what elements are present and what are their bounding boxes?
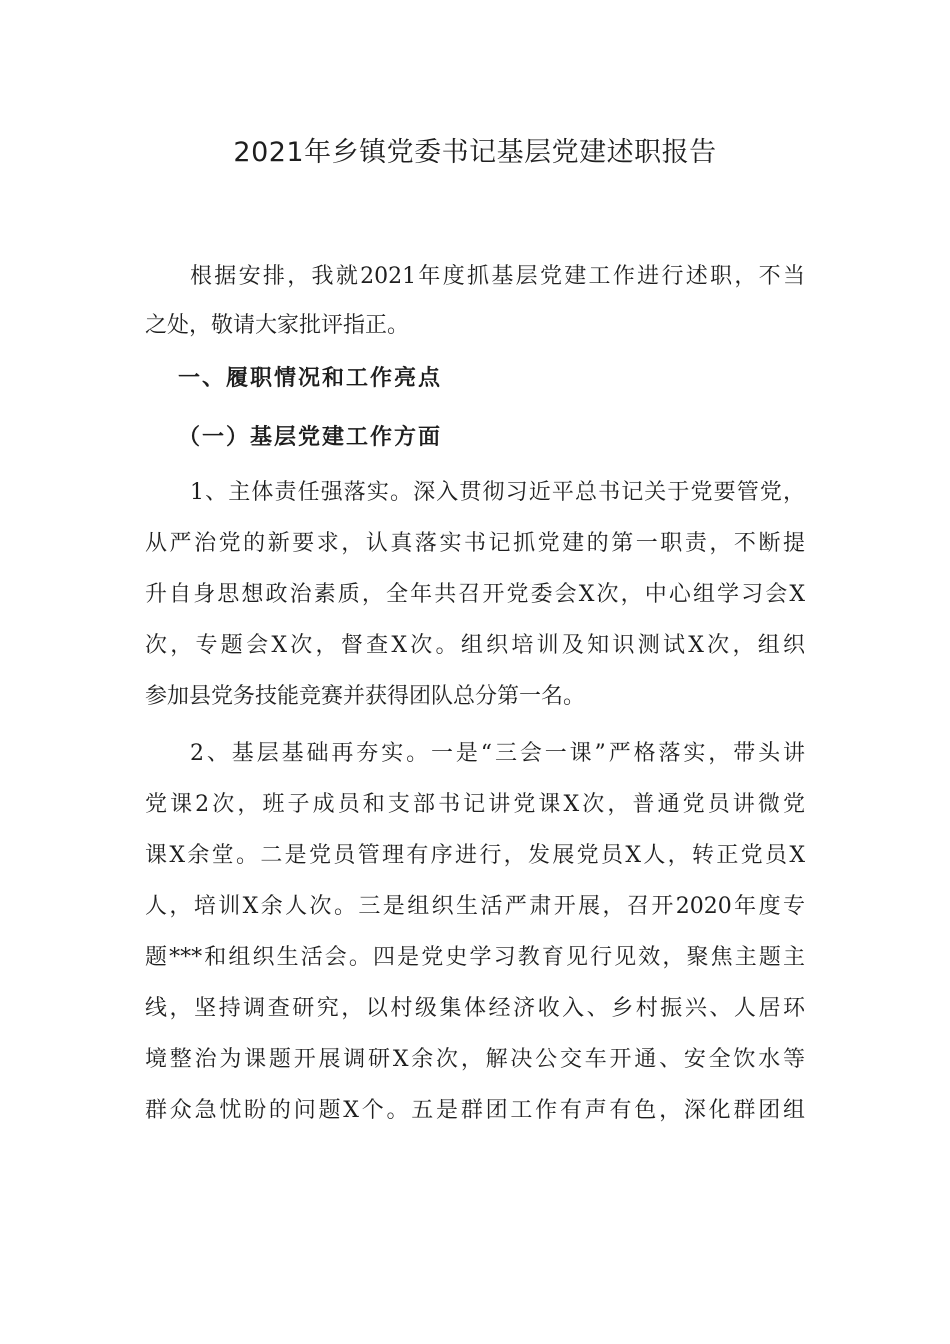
paragraph-line: 2、基层基础再夯实。一是“三会一课”严格落实，带头讲	[190, 741, 805, 766]
section-heading: 一、履职情况和工作亮点	[178, 366, 443, 391]
subsection-heading: （一）基层党建工作方面	[178, 425, 443, 450]
paragraph-line: 题***和组织生活会。四是党史学习教育见行见效，聚焦主题主	[145, 945, 805, 970]
paragraph-line: 境整治为课题开展调研X余次，解决公交车开通、安全饮水等	[145, 1047, 805, 1072]
paragraph-line: 从严治党的新要求，认真落实书记抓党建的第一职责，不断提	[145, 531, 805, 556]
paragraph-line: 升自身思想政治素质，全年共召开党委会X次，中心组学习会X	[145, 582, 805, 607]
paragraph-line: 课X余堂。二是党员管理有序进行，发展党员X人，转正党员X	[145, 843, 805, 868]
document-title: 2021年乡镇党委书记基层党建述职报告	[233, 137, 717, 168]
paragraph-line: 人，培训X余人次。三是组织生活严肃开展，召开2020年度专	[145, 894, 805, 919]
paragraph-line: 线，坚持调查研究，以村级集体经济收入、乡村振兴、人居环	[145, 996, 805, 1021]
paragraph-line: 群众急忧盼的问题X个。五是群团工作有声有色，深化群团组	[145, 1098, 805, 1123]
paragraph-line: 参加县党务技能竞赛并获得团队总分第一名。	[145, 684, 586, 709]
intro-line: 之处，敬请大家批评指正。	[145, 313, 410, 338]
paragraph-line: 1、主体责任强落实。深入贯彻习近平总书记关于党要管党，	[190, 480, 805, 505]
paragraph-line: 党课2次，班子成员和支部书记讲党课X次，普通党员讲微党	[145, 792, 805, 817]
paragraph-line: 次，专题会X次，督查X次。组织培训及知识测试X次，组织	[145, 633, 805, 658]
intro-line: 根据安排，我就2021年度抓基层党建工作进行述职，不当	[190, 264, 805, 289]
